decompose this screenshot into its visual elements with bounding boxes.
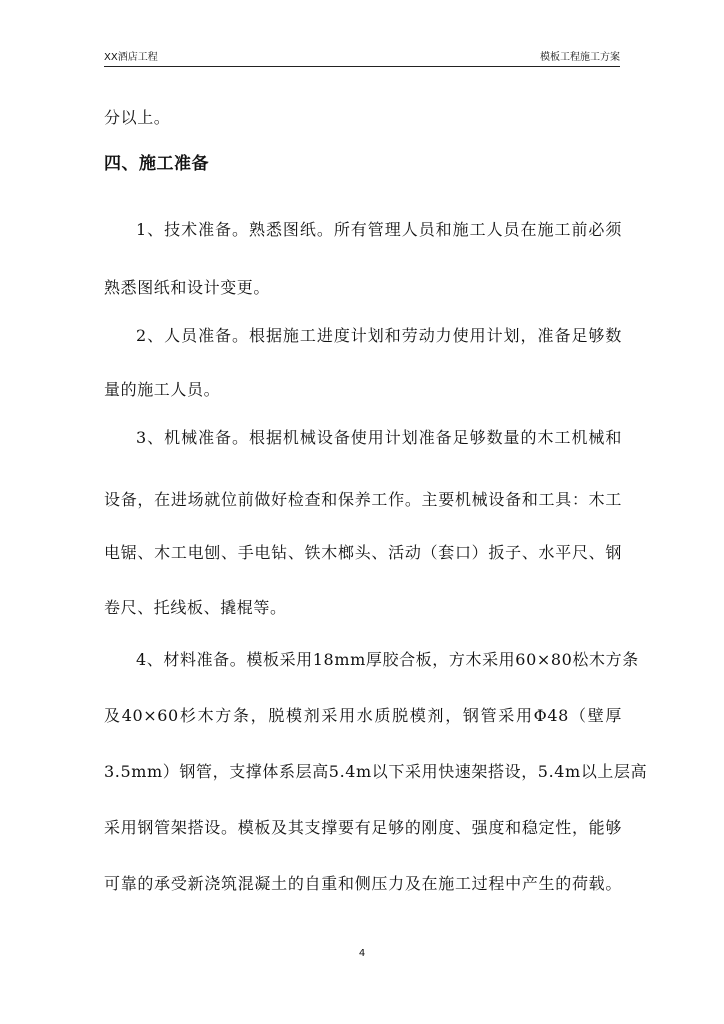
paragraph-line: 熟悉图纸和设计变更。 [104, 278, 271, 297]
paragraph-line: 卷尺、托线板、撬棍等。 [104, 598, 287, 617]
paragraph-line: 4、材料准备。模板采用18mm厚胶合板，方木采用60×80松木方条 [136, 650, 639, 669]
paragraph-line: 量的施工人员。 [104, 380, 221, 399]
paragraph-line: 及40×60杉木方条，脱模剂采用水质脱模剂，钢管采用Φ48（壁厚 [104, 706, 622, 725]
body-line: 分以上。 [104, 108, 171, 127]
header-document-title: 模板工程施工方案 [540, 52, 620, 63]
paragraph-line: 电锯、木工电刨、手电钻、铁木榔头、活动（套口）扳子、水平尺、钢 [104, 543, 622, 562]
page-header [104, 50, 620, 67]
paragraph-line: 可靠的承受新浇筑混凝土的自重和侧压力及在施工过程中产生的荷载。 [104, 874, 622, 893]
paragraph-line: 采用钢管架搭设。模板及其支撑要有足够的刚度、强度和稳定性，能够 [104, 818, 622, 837]
section-heading: 四、施工准备 [104, 154, 209, 174]
page-number: 4 [358, 948, 366, 959]
paragraph-line: 设备，在进场就位前做好检查和保养工作。主要机械设备和工具：木工 [104, 490, 622, 509]
paragraph-line: 3.5mm）钢管，支撑体系层高5.4m以下采用快速架搭设，5.4m以上层高 [104, 762, 648, 781]
paragraph-line: 1、技术准备。熟悉图纸。所有管理人员和施工人员在施工前必须 [136, 220, 622, 239]
header-project-name: XX酒店工程 [104, 52, 158, 63]
paragraph-line: 2、人员准备。根据施工进度计划和劳动力使用计划，准备足够数 [136, 326, 622, 345]
paragraph-line: 3、机械准备。根据机械设备使用计划准备足够数量的木工机械和 [136, 428, 622, 447]
